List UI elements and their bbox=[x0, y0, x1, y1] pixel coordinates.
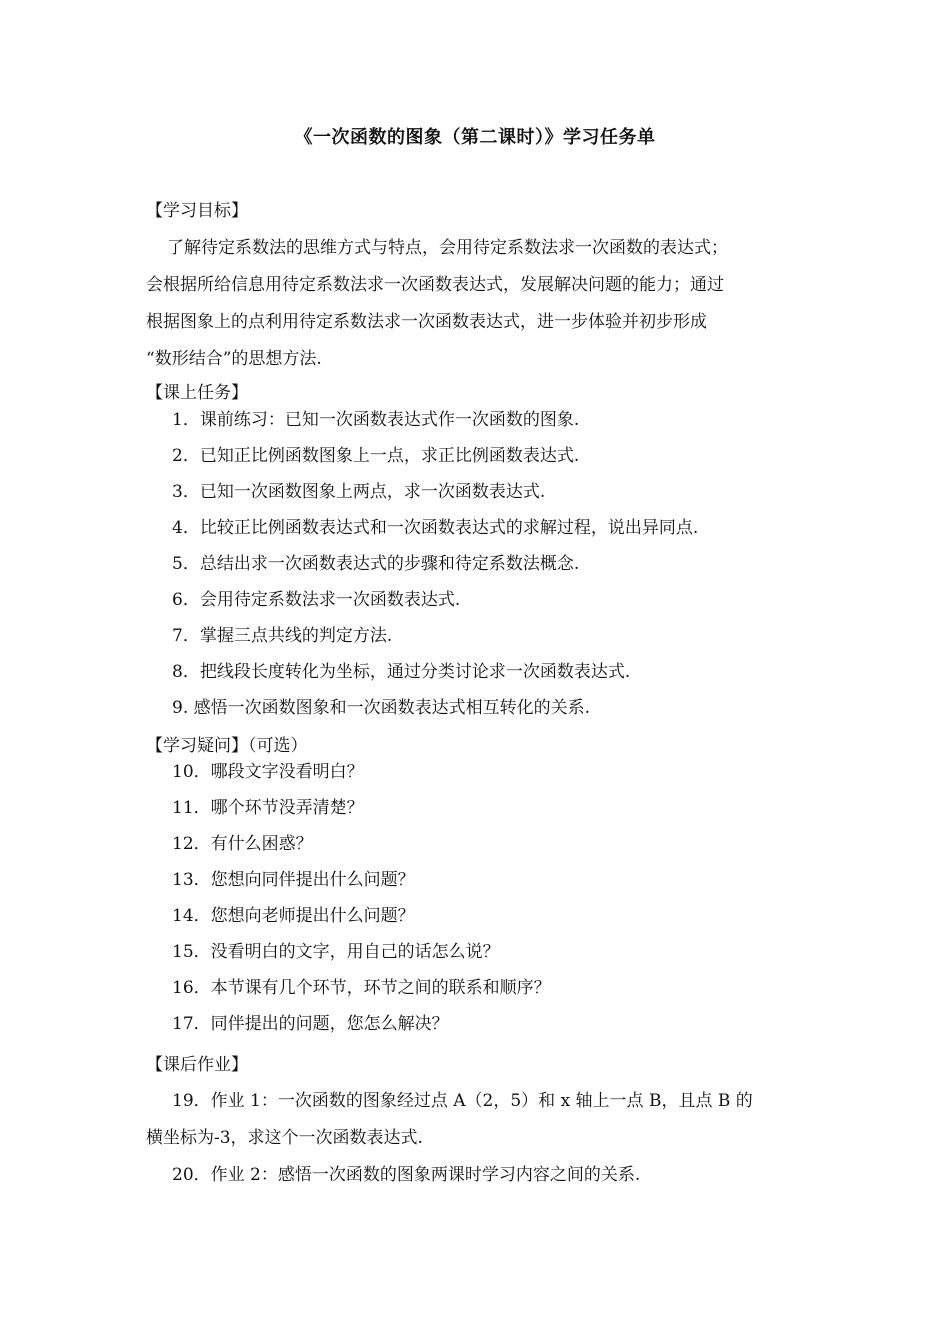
question-item: 12．有什么困惑？ bbox=[172, 834, 313, 854]
homework-item bbox=[146, 1083, 812, 1157]
question-item: 14．您想向老师提出什么问题？ bbox=[172, 906, 415, 926]
questions-optional-note: （可选） bbox=[248, 736, 308, 756]
goals-line: 根据图象上的点利用待定系数法求一次函数表达式，进一步体验并初步形成 bbox=[146, 312, 707, 332]
questions-list bbox=[172, 754, 551, 1042]
document-title: 《一次函数的图象（第二课时）》学习任务单 bbox=[294, 127, 656, 148]
question-item: 11．哪个环节没弄清楚？ bbox=[172, 798, 364, 818]
question-item: 15．没看明白的文字，用自己的话怎么说？ bbox=[172, 942, 500, 962]
homework-item-line: 19．作业 1：一次函数的图象经过点 A（2，5）和 x 轴上一点 B，且点 B 的 bbox=[172, 1091, 753, 1111]
goals-line: “数形结合”的思想方法. bbox=[146, 349, 322, 369]
questions-heading: 【学习疑问】 bbox=[146, 736, 248, 756]
homework-item-line: 横坐标为-3，求这个一次函数表达式. bbox=[146, 1128, 423, 1148]
task-item: 3．已知一次函数图象上两点，求一次函数表达式. bbox=[172, 482, 546, 502]
task-item: 6．会用待定系数法求一次函数表达式. bbox=[172, 590, 461, 610]
task-item: 8．把线段长度转化为坐标，通过分类讨论求一次函数表达式. bbox=[172, 662, 631, 682]
task-item: 4．比较正比例函数表达式和一次函数表达式的求解过程，说出异同点. bbox=[172, 518, 699, 538]
goals-paragraph bbox=[146, 230, 810, 378]
question-item: 17．同伴提出的问题，您怎么解决？ bbox=[172, 1014, 449, 1034]
goals-heading: 【学习目标】 bbox=[146, 201, 248, 221]
task-item: 2．已知正比例函数图象上一点，求正比例函数表达式. bbox=[172, 446, 580, 466]
task-item: 7．掌握三点共线的判定方法. bbox=[172, 626, 393, 646]
homework-heading: 【课后作业】 bbox=[146, 1055, 248, 1075]
homework-item: 20．作业 2：感悟一次函数的图象两课时学习内容之间的关系. bbox=[172, 1165, 641, 1185]
task-item: 9. 感悟一次函数图象和一次函数表达式相互转化的关系. bbox=[172, 698, 591, 718]
goals-line: 会根据所给信息用待定系数法求一次函数表达式，发展解决问题的能力；通过 bbox=[146, 275, 724, 295]
tasks-heading: 【课上任务】 bbox=[146, 383, 248, 403]
homework-list bbox=[146, 1083, 812, 1194]
question-item: 10．哪段文字没看明白？ bbox=[172, 762, 364, 782]
goals-line: 了解待定系数法的思维方式与特点，会用待定系数法求一次函数的表达式； bbox=[167, 238, 728, 258]
tasks-list bbox=[172, 402, 698, 726]
task-item: 5．总结出求一次函数表达式的步骤和待定系数法概念. bbox=[172, 554, 580, 574]
question-item: 16．本节课有几个环节，环节之间的联系和顺序？ bbox=[172, 978, 551, 998]
question-item: 13．您想向同伴提出什么问题？ bbox=[172, 870, 415, 890]
task-item: 1．课前练习：已知一次函数表达式作一次函数的图象. bbox=[172, 410, 580, 430]
